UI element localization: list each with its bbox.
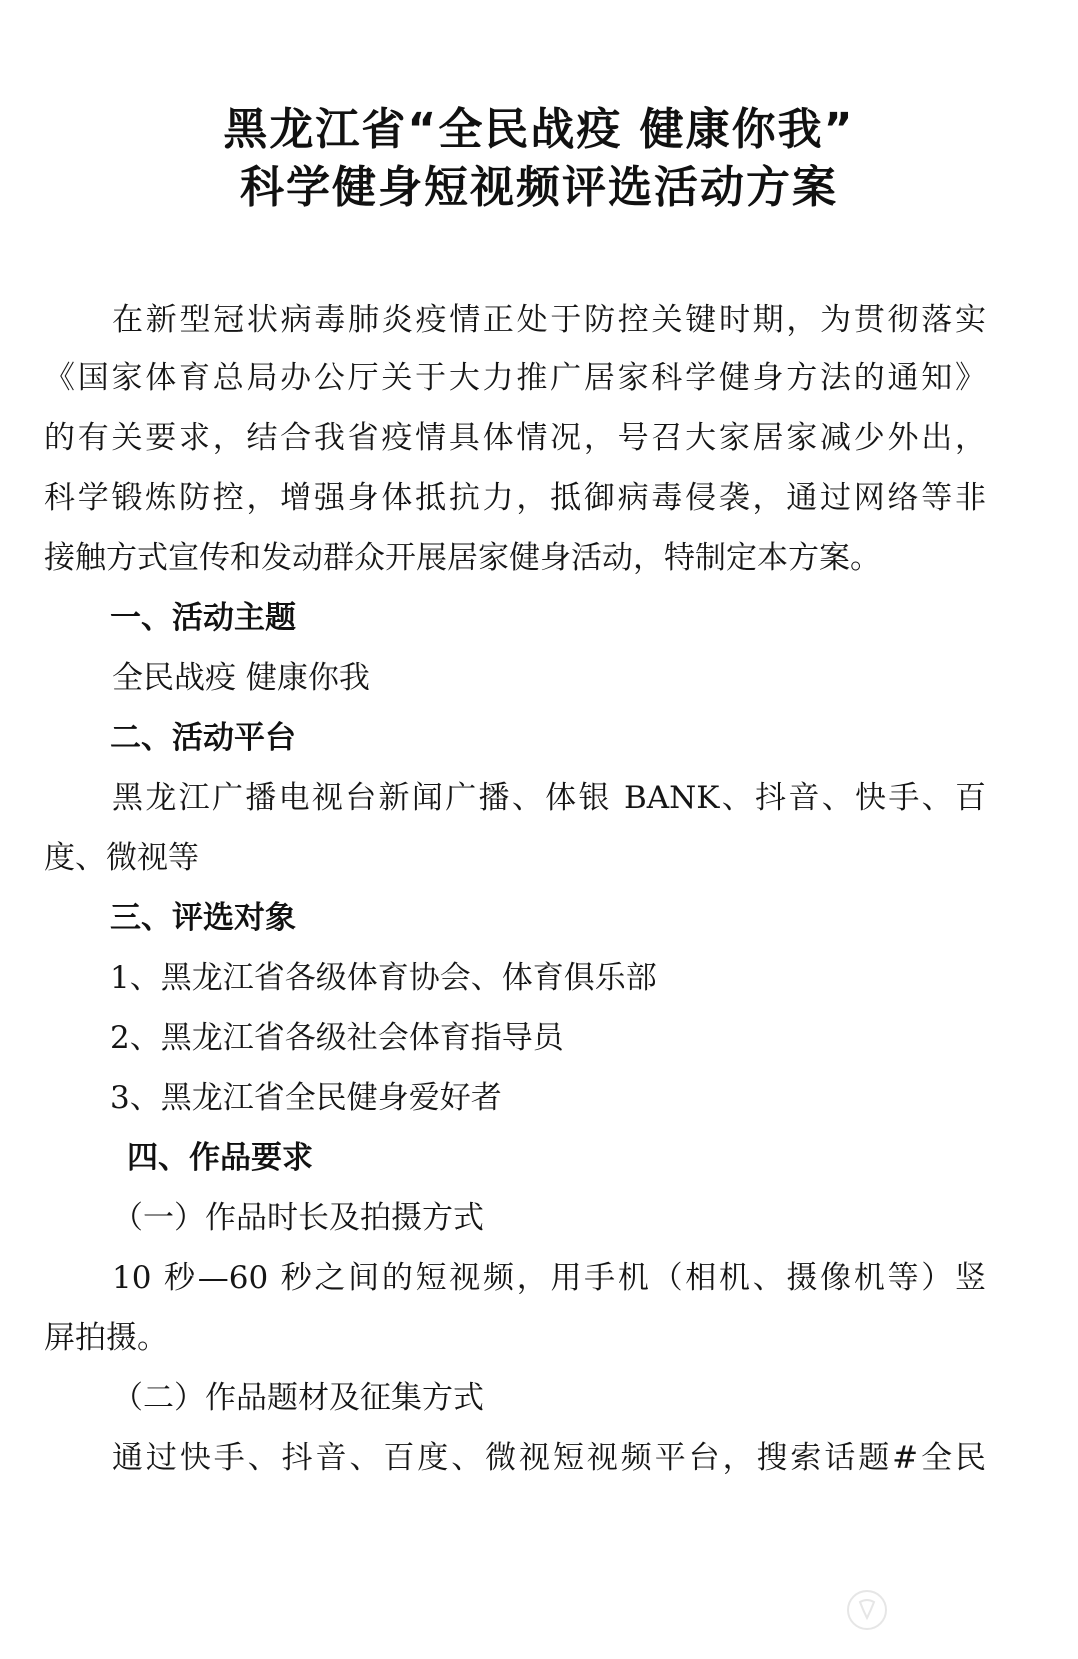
document-title-line-2: 科学健身短视频评选活动方案 <box>240 162 838 213</box>
section-2-heading: 二、活动平台 <box>110 720 296 756</box>
section-4-heading: 四、作品要求 <box>127 1140 313 1176</box>
section-2-line-2: 度、微视等 <box>44 840 199 876</box>
section-4-sub-2-line-1: 通过快手、抖音、百度、微视短视频平台，搜索话题#全民 <box>112 1440 986 1476</box>
section-4-sub-2-heading: （二）作品题材及征集方式 <box>112 1380 484 1416</box>
section-3-heading: 三、评选对象 <box>110 900 296 936</box>
section-1-text: 全民战疫 健康你我 <box>112 660 370 696</box>
section-4-sub-1-heading: （一）作品时长及拍摄方式 <box>112 1200 484 1236</box>
section-4-sub-1-line-1: 10 秒—60 秒之间的短视频，用手机（相机、摄像机等）竖 <box>112 1260 986 1296</box>
section-3-item-2: 2、黑龙江省各级社会体育指导员 <box>110 1020 564 1056</box>
section-2-line-1: 黑龙江广播电视台新闻广播、体银 BANK、抖音、快手、百 <box>112 780 986 816</box>
section-3-item-1: 1、黑龙江省各级体育协会、体育俱乐部 <box>110 960 657 996</box>
intro-line-4: 科学锻炼防控，增强身体抵抗力，抵御病毒侵袭，通过网络等非 <box>44 480 986 516</box>
intro-line-2: 《国家体育总局办公厅关于大力推广居家科学健身方法的通知》 <box>44 360 986 396</box>
intro-line-1: 在新型冠状病毒肺炎疫情正处于防控关键时期，为贯彻落实 <box>112 302 986 338</box>
intro-line-3: 的有关要求，结合我省疫情具体情况，号召大家居家减少外出， <box>44 420 986 456</box>
intro-line-5: 接触方式宣传和发动群众开展居家健身活动，特制定本方案。 <box>44 540 881 576</box>
section-4-sub-1-line-2: 屏拍摄。 <box>44 1320 168 1356</box>
circular-watermark-icon <box>845 1588 889 1632</box>
section-3-item-3: 3、黑龙江省全民健身爱好者 <box>110 1080 502 1116</box>
document-title-line-1: 黑龙江省“全民战疫 健康你我” <box>223 104 855 155</box>
section-1-heading: 一、活动主题 <box>110 600 296 636</box>
